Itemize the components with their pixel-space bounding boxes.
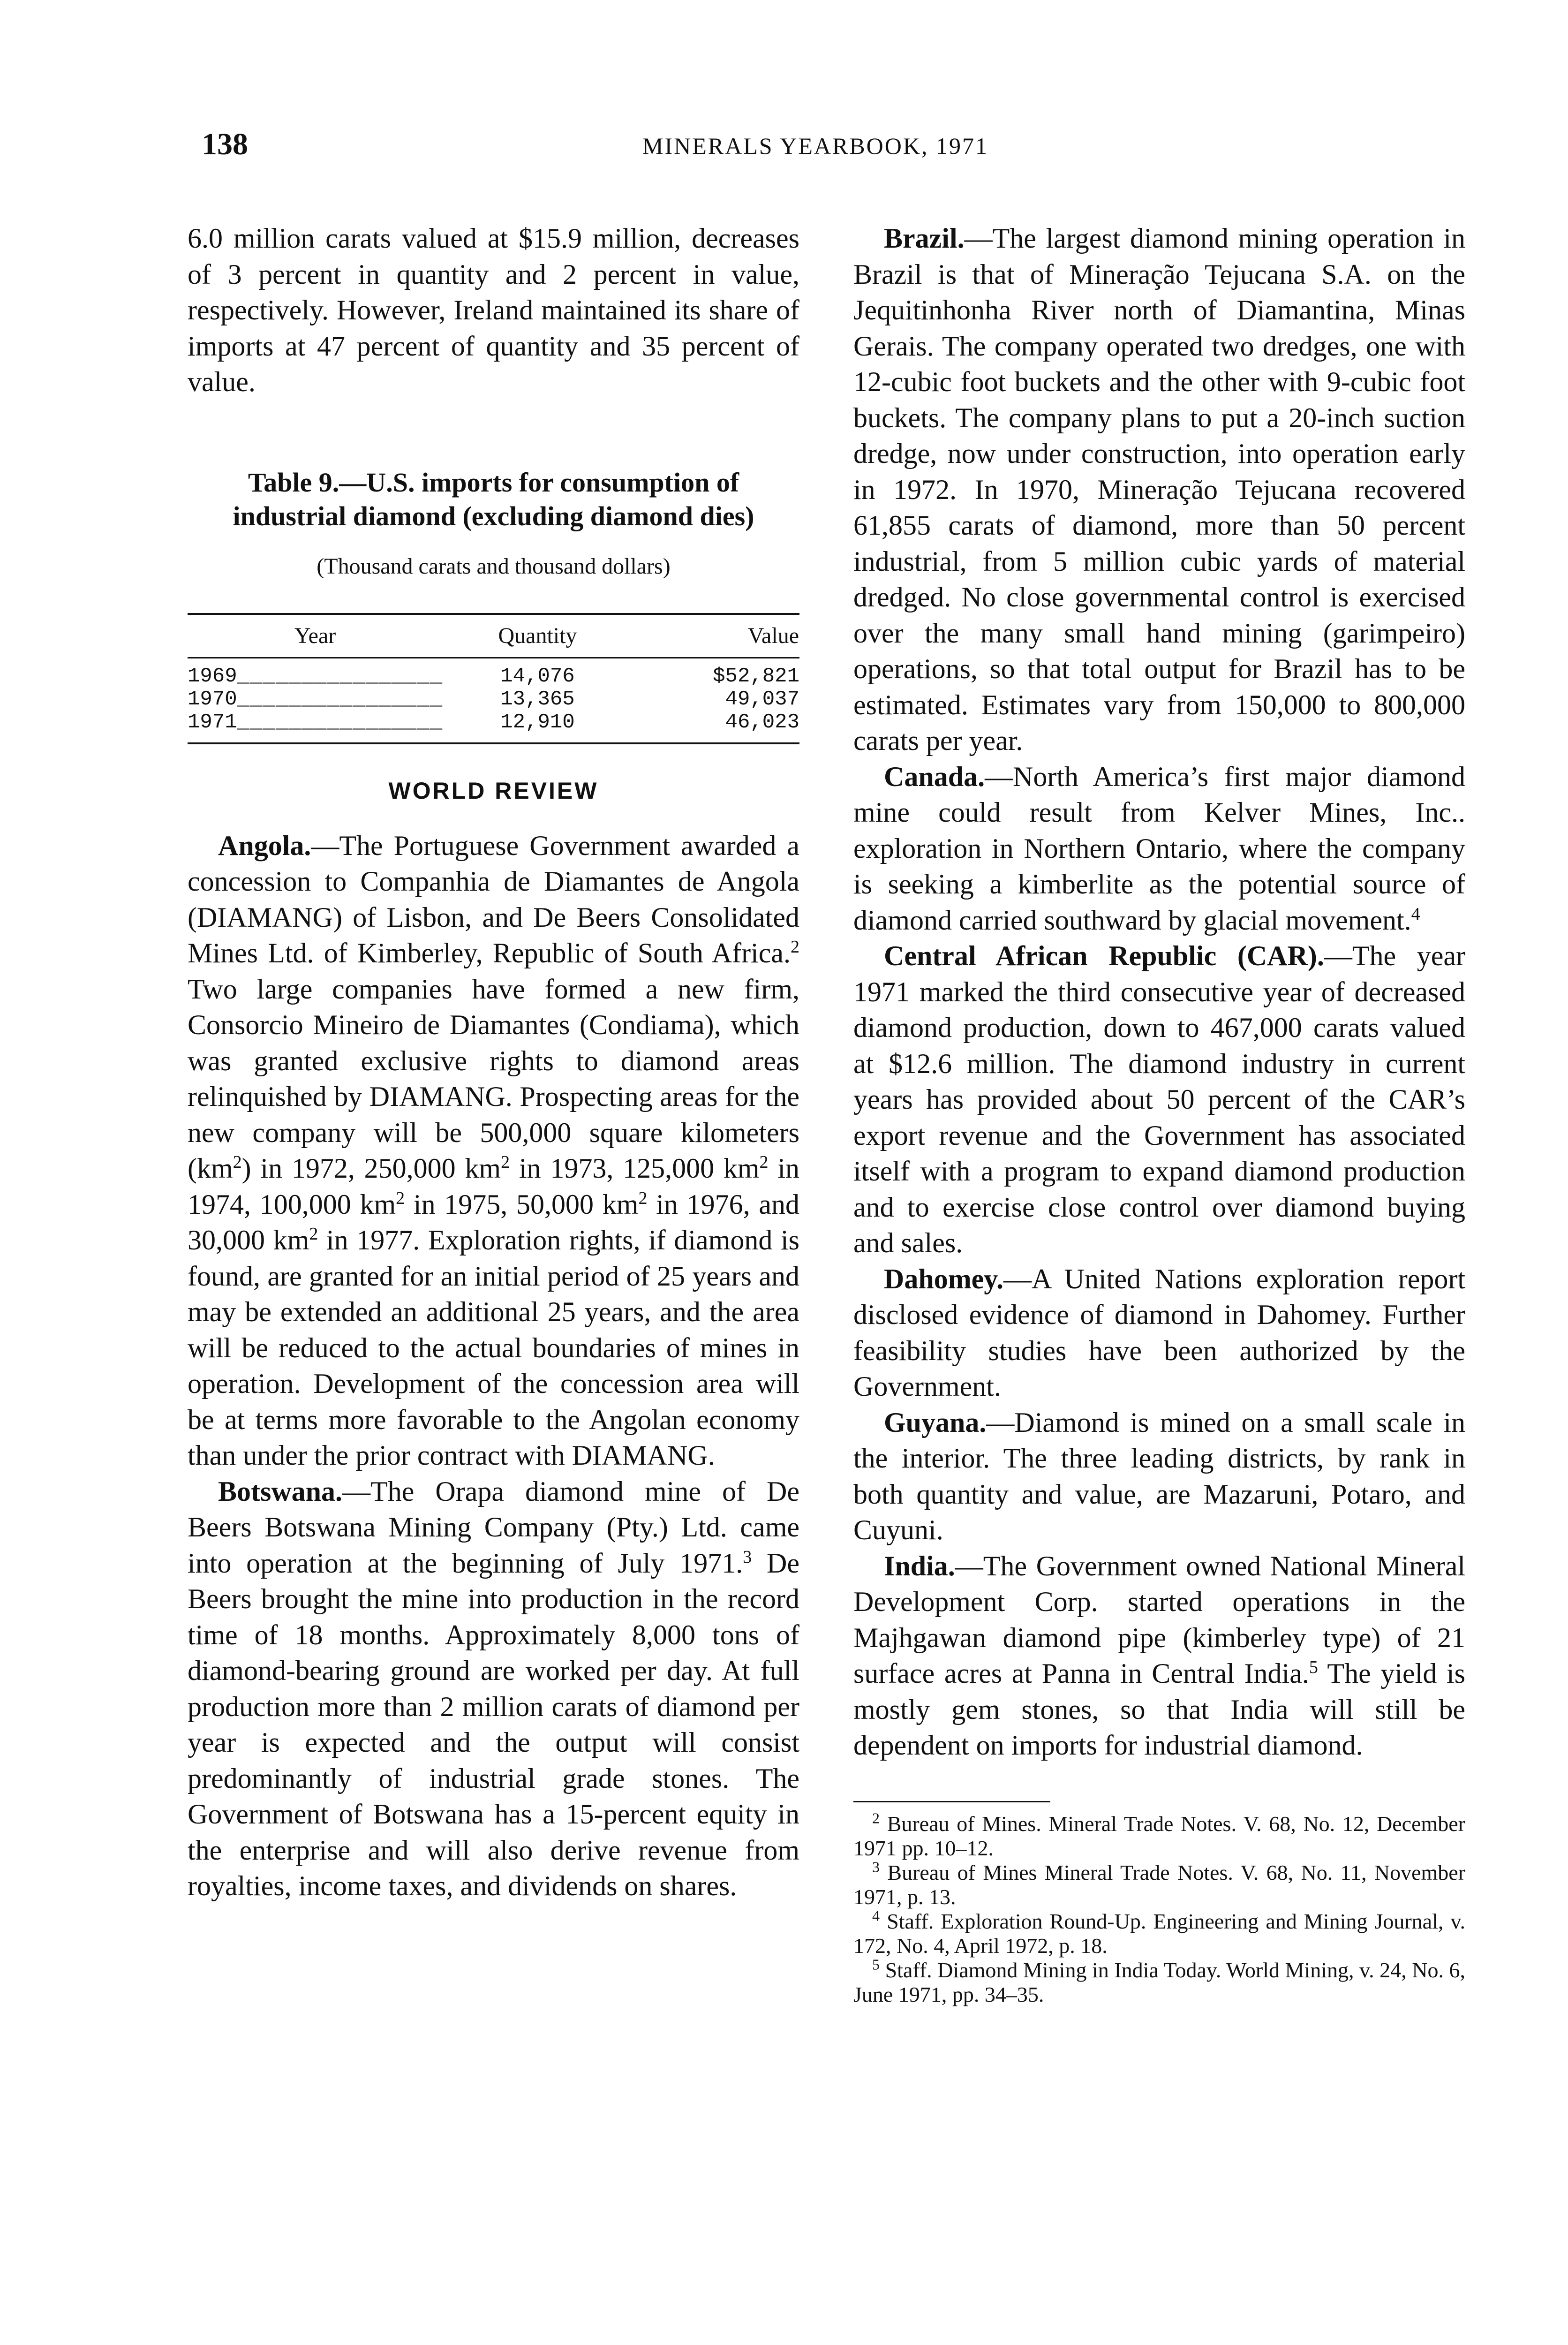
footnote-item (853, 1809, 1466, 1861)
footnote-number: 3 (872, 1858, 880, 1876)
botswana-text: De Beers brought the mine into production in the record time of 18 months. Approximately 8,000 tons of diamond-bearing ground are worked per day. At full production more than 2 million carats of diamond per year is expected and the output will consist predominantly of industrial grade stones. The Government of Botswana has a 15-percent equity in the enterprise and will also derive revenue from royalties, income taxes, and dividends on shares. (188, 1547, 799, 1901)
imports-table (188, 613, 799, 744)
column-header-quantity: Quantity (443, 614, 633, 658)
column-header-year: Year (188, 614, 443, 658)
column-header-value: Value (633, 614, 799, 658)
paragraph-dahomey (853, 1261, 1465, 1405)
lead-canada: Canada. (884, 761, 985, 792)
right-column (853, 220, 1465, 2007)
lead-guyana: Guyana. (884, 1407, 987, 1438)
paragraph-guyana (853, 1405, 1465, 1548)
table-row (188, 658, 799, 688)
row-value: $52,821 (713, 664, 799, 688)
footnote-item (853, 1858, 1466, 1909)
angola-text: in 1974, 100,000 km (188, 1153, 799, 1220)
running-title: MINERALS YEARBOOK, 1971 (642, 133, 988, 159)
table-title: Table 9.—U.S. imports for consumption of industrial diamond (excluding diamond dies) (233, 467, 754, 531)
dot-leader: ________________ (237, 664, 443, 688)
angola-text: ) in 1972, 250,000 km (241, 1153, 501, 1184)
section-heading-world-review: WORLD REVIEW (388, 777, 599, 804)
lead-brazil: Brazil. (884, 223, 965, 254)
dot-leader: ________________ (237, 687, 443, 711)
footnote-ref: 4 (1411, 904, 1420, 924)
botswana-text: —The Orapa diamond mine of De Beers Botswana Mining Company (Pty.) Ltd. came into operation at the beginning of July 1971. (188, 1475, 799, 1579)
table-9 (188, 466, 799, 744)
angola-text: in 1973, 125,000 km (510, 1153, 760, 1184)
row-quantity: 12,910 (500, 710, 575, 734)
footnote-text: Staff. Diamond Mining in India Today. World Mining, v. 24, No. 6, June 1971, pp. 34–35. (853, 1958, 1466, 2006)
paragraph-angola (188, 828, 799, 1474)
row-value: 46,023 (725, 710, 799, 734)
superscript: 2 (233, 1152, 242, 1172)
intro-paragraph: 6.0 million carats valued at $15.9 million, decreases of 3 percent in quantity and 2 percent in value, respectively. However, Ireland maintained its share of imports at 47 percent of quantity and 35 percent of value. (188, 223, 799, 397)
dot-leader: ________________ (237, 710, 443, 734)
superscript: 2 (309, 1224, 318, 1244)
footnote-item (853, 1909, 1465, 1958)
paragraph-canada (853, 759, 1465, 938)
car-text: —The year 1971 marked the third consecutive year of decreased diamond production, down to 467,000 carats valued at $12.6 million. The diamond industry in current years has provided about 50 percent of the CAR’s export revenue and the Government has associated itself with a program to expand diamond production and to exercise close control over diamond buying and sales. (853, 940, 1465, 1258)
table-header-row (188, 614, 799, 658)
lead-botswana: Botswana. (218, 1475, 343, 1507)
footnote-number: 5 (872, 1956, 880, 1973)
india-text: The yield is mostly gem stones, so that India will still be dependent on imports for industrial diamond. (853, 1658, 1465, 1761)
lead-angola: Angola. (218, 830, 311, 861)
footnote-ref: 2 (791, 937, 799, 957)
footnote-text: Bureau of Mines Mineral Trade Notes. V. 68, No. 11, November 1971, p. 13. (853, 1860, 1466, 1909)
table-row (188, 688, 799, 711)
superscript: 2 (396, 1188, 405, 1208)
paragraph-car (853, 938, 1465, 1261)
page-number: 138 (202, 127, 248, 161)
footnote-divider (853, 1801, 1050, 1802)
footnote-ref: 3 (743, 1547, 752, 1567)
row-value: 49,037 (725, 687, 799, 711)
footnote-ref: 5 (1309, 1657, 1318, 1677)
superscript: 2 (638, 1188, 648, 1208)
lead-dahomey: Dahomey. (884, 1263, 1003, 1294)
superscript: 2 (501, 1152, 510, 1172)
angola-text: in 1977. Exploration rights, if diamond is found, are granted for an initial period of 25 years and may be extended an additional 25 years, and the area will be reduced to the actual boundaries of mines in operation. Development of the concession area will be at terms more favorable to the Angolan economy than under the prior contract with DIAMANG. (188, 1225, 799, 1471)
paragraph-brazil (853, 220, 1465, 759)
row-quantity: 13,365 (500, 687, 575, 711)
footnote-text: Bureau of Mines. Mineral Trade Notes. V. 68, No. 12, December 1971 pp. 10–12. (853, 1811, 1466, 1860)
footnotes (853, 1809, 1466, 2007)
footnote-text: Staff. Exploration Round-Up. Engineering and Mining Journal, v. 172, No. 4, April 1972, p. 18. (853, 1909, 1466, 1958)
lead-india: India. (884, 1550, 955, 1581)
row-year: 1971 (188, 710, 237, 734)
canada-text: —North America’s first major diamond mine could result from Kelver Mines, Inc.. exploration in Northern Ontario, where the company is seeking a kimberlite as the potential source of diamond carried southward by glacial movement. (853, 761, 1465, 936)
brazil-text: —The largest diamond mining operation in Brazil is that of Mineração Tejucana S.A. on the Jequitinhonha River north of Diamantina, Minas Gerais. The company operated two dredges, one with 12-cubic foot buckets and the other with 9-cubic foot buckets. The company plans to put a 20-inch suction dredge, now under construction, into operation early in 1972. In 1970, Mineração Tejucana recovered 61,855 carats of diamond, more than 50 percent industrial, from 5 million cubic yards of material dredged. No close governmental control is exercised over the many small hand mining (garimpeiro) operations, so that total output for Brazil has to be estimated. Estimates vary from 150,000 to 800,000 carats per year. (853, 223, 1465, 756)
angola-text: in 1976, and 30,000 km (188, 1188, 799, 1256)
angola-text: in 1975, 50,000 km (405, 1188, 639, 1220)
angola-text: —The Portuguese Government awarded a concession to Companhia de Diamantes de Angola (DIAMANG) of Lisbon, and De Beers Consolidated Mines Ltd. of Kimberley, Republic of South Africa. (188, 830, 799, 968)
guyana-text: —Diamond is mined on a small scale in the interior. The three leading districts, by rank in both quantity and value, are Mazaruni, Potaro, and Cuyuni. (853, 1407, 1465, 1545)
row-quantity: 14,076 (500, 664, 575, 688)
row-year: 1969 (188, 664, 237, 688)
paragraph-india (853, 1548, 1465, 1763)
footnote-item (853, 1958, 1465, 2007)
dahomey-text: —A United Nations exploration report disclosed evidence of diamond in Dahomey. Further feasibility studies have been authorized by the Government. (853, 1263, 1465, 1402)
left-column (188, 220, 799, 1904)
row-year: 1970 (188, 687, 237, 711)
lead-car: Central African Republic (CAR). (884, 940, 1324, 971)
table-unit-note: (Thousand carats and thousand dollars) (317, 553, 671, 579)
footnote-number: 4 (872, 1907, 880, 1924)
superscript: 2 (759, 1152, 769, 1172)
table-row (188, 711, 799, 743)
angola-text: Two large companies have formed a new firm, Consorcio Mineiro de Diamantes (Condiama), which was granted exclusive rights to diamond areas relinquished by DIAMANG. Prospecting areas for the new company will be 500,000 square kilometers (km (188, 973, 799, 1184)
india-text: —The Government owned National Mineral Development Corp. started operations in the Majhgawan diamond pipe (kimberley type) of 21 surface acres at Panna in Central India. (853, 1550, 1465, 1689)
footnote-number: 2 (872, 1809, 880, 1827)
paragraph-botswana (188, 1474, 799, 1904)
